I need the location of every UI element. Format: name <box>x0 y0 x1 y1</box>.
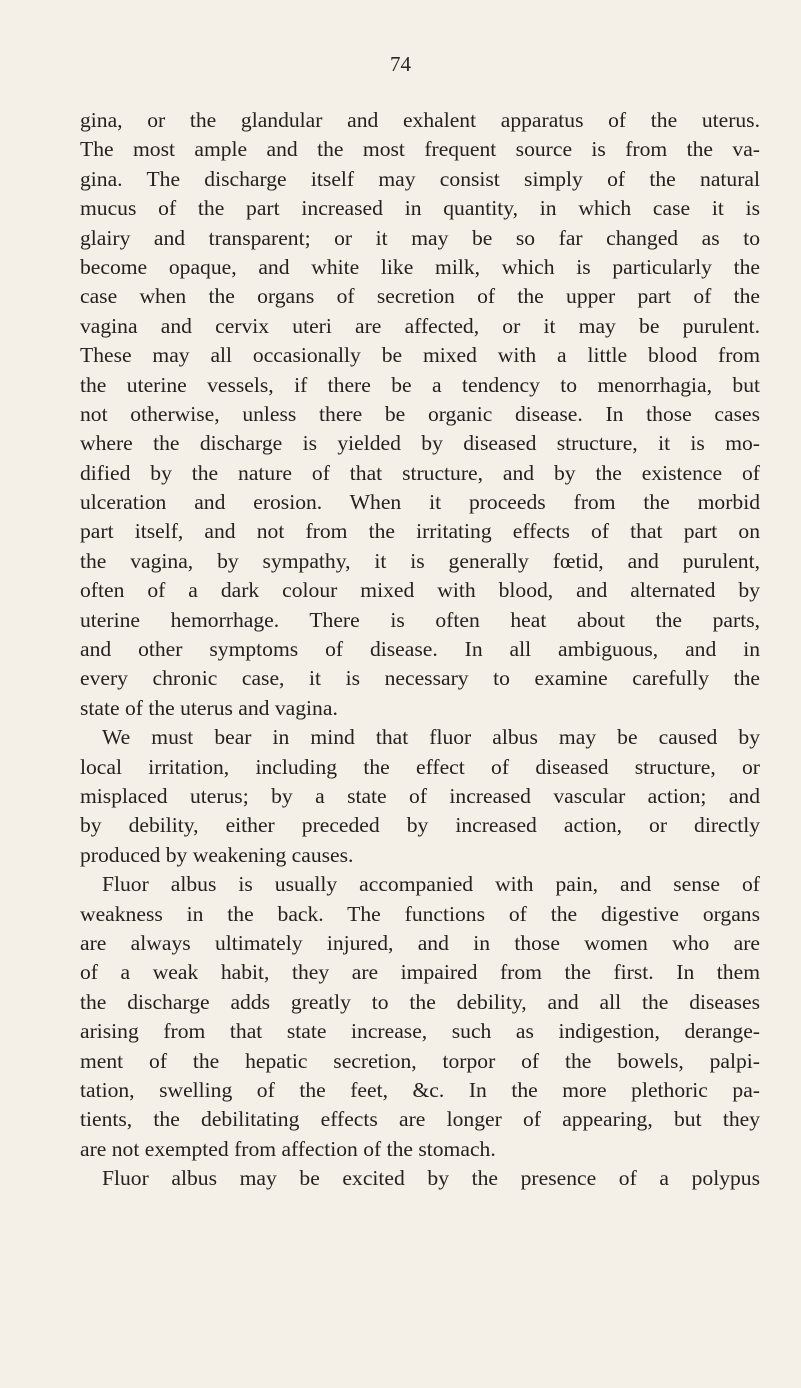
text-line: gina. The discharge itself may consist simply of the natural <box>80 166 760 191</box>
text-line-paragraph-start: Fluor albus may be excited by the presence of a polypus <box>102 1166 760 1191</box>
text-line: These may all occasionally be mixed with a little blood from <box>80 343 760 368</box>
body-text <box>80 106 760 1193</box>
text-line: arising from that state increase, such as indigestion, derange- <box>80 1019 760 1044</box>
text-line: gina, or the glandular and exhalent apparatus of the uterus. <box>80 108 760 132</box>
text-line: ment of the hepatic secretion, torpor of the bowels, palpi- <box>80 1048 760 1073</box>
text-line: local irritation, including the effect of diseased structure, or <box>80 754 760 779</box>
text-line-paragraph-end: state of the uterus and vagina. <box>80 695 338 720</box>
text-line: ulceration and erosion. When it proceeds from the morbid <box>80 490 760 515</box>
text-line: the discharge adds greatly to the debility, and all the diseases <box>80 989 760 1014</box>
text-line: case when the organs of secretion of the upper part of the <box>80 284 760 309</box>
text-line: and other symptoms of disease. In all ambiguous, and in <box>80 637 760 662</box>
text-line: tients, the debilitating effects are longer of appearing, but they <box>80 1107 760 1132</box>
text-line: often of a dark colour mixed with blood, and alternated by <box>80 578 760 603</box>
text-line: the vagina, by sympathy, it is generally fœtid, and purulent, <box>80 548 760 573</box>
text-line: of a weak habit, they are impaired from the first. In them <box>80 960 760 985</box>
text-line: part itself, and not from the irritating effects of that part on <box>80 519 760 544</box>
text-line: the uterine vessels, if there be a tendency to menorrhagia, but <box>80 372 760 397</box>
text-line-paragraph-end: produced by weakening causes. <box>80 842 354 867</box>
page-number: 74 <box>390 52 411 76</box>
text-line: weakness in the back. The functions of the digestive organs <box>80 901 760 926</box>
text-line: The most ample and the most frequent source is from the va- <box>80 137 760 162</box>
text-line-paragraph-end: are not exempted from affection of the stomach. <box>80 1136 496 1161</box>
text-line: vagina and cervix uteri are affected, or it may be purulent. <box>80 313 760 338</box>
text-line: mucus of the part increased in quantity, in which case it is <box>80 196 760 221</box>
text-line: not otherwise, unless there be organic disease. In those cases <box>80 401 760 426</box>
text-line-paragraph-start: Fluor albus is usually accompanied with pain, and sense of <box>102 872 760 897</box>
text-line: misplaced uterus; by a state of increased vascular action; and <box>80 783 760 808</box>
text-line-paragraph-start: We must bear in mind that fluor albus may be caused by <box>102 725 760 750</box>
text-line: where the discharge is yielded by diseased structure, it is mo- <box>80 431 760 456</box>
text-line: become opaque, and white like milk, which is particularly the <box>80 254 760 279</box>
text-line: tation, swelling of the feet, &c. In the more plethoric pa- <box>80 1077 760 1102</box>
text-line: glairy and transparent; or it may be so far changed as to <box>80 225 760 250</box>
text-line: every chronic case, it is necessary to examine carefully the <box>80 666 760 691</box>
text-line: uterine hemorrhage. There is often heat about the parts, <box>80 607 760 632</box>
text-line: are always ultimately injured, and in those women who are <box>80 930 760 955</box>
text-line: by debility, either preceded by increased action, or directly <box>80 813 760 838</box>
text-line: dified by the nature of that structure, and by the existence of <box>80 460 760 485</box>
